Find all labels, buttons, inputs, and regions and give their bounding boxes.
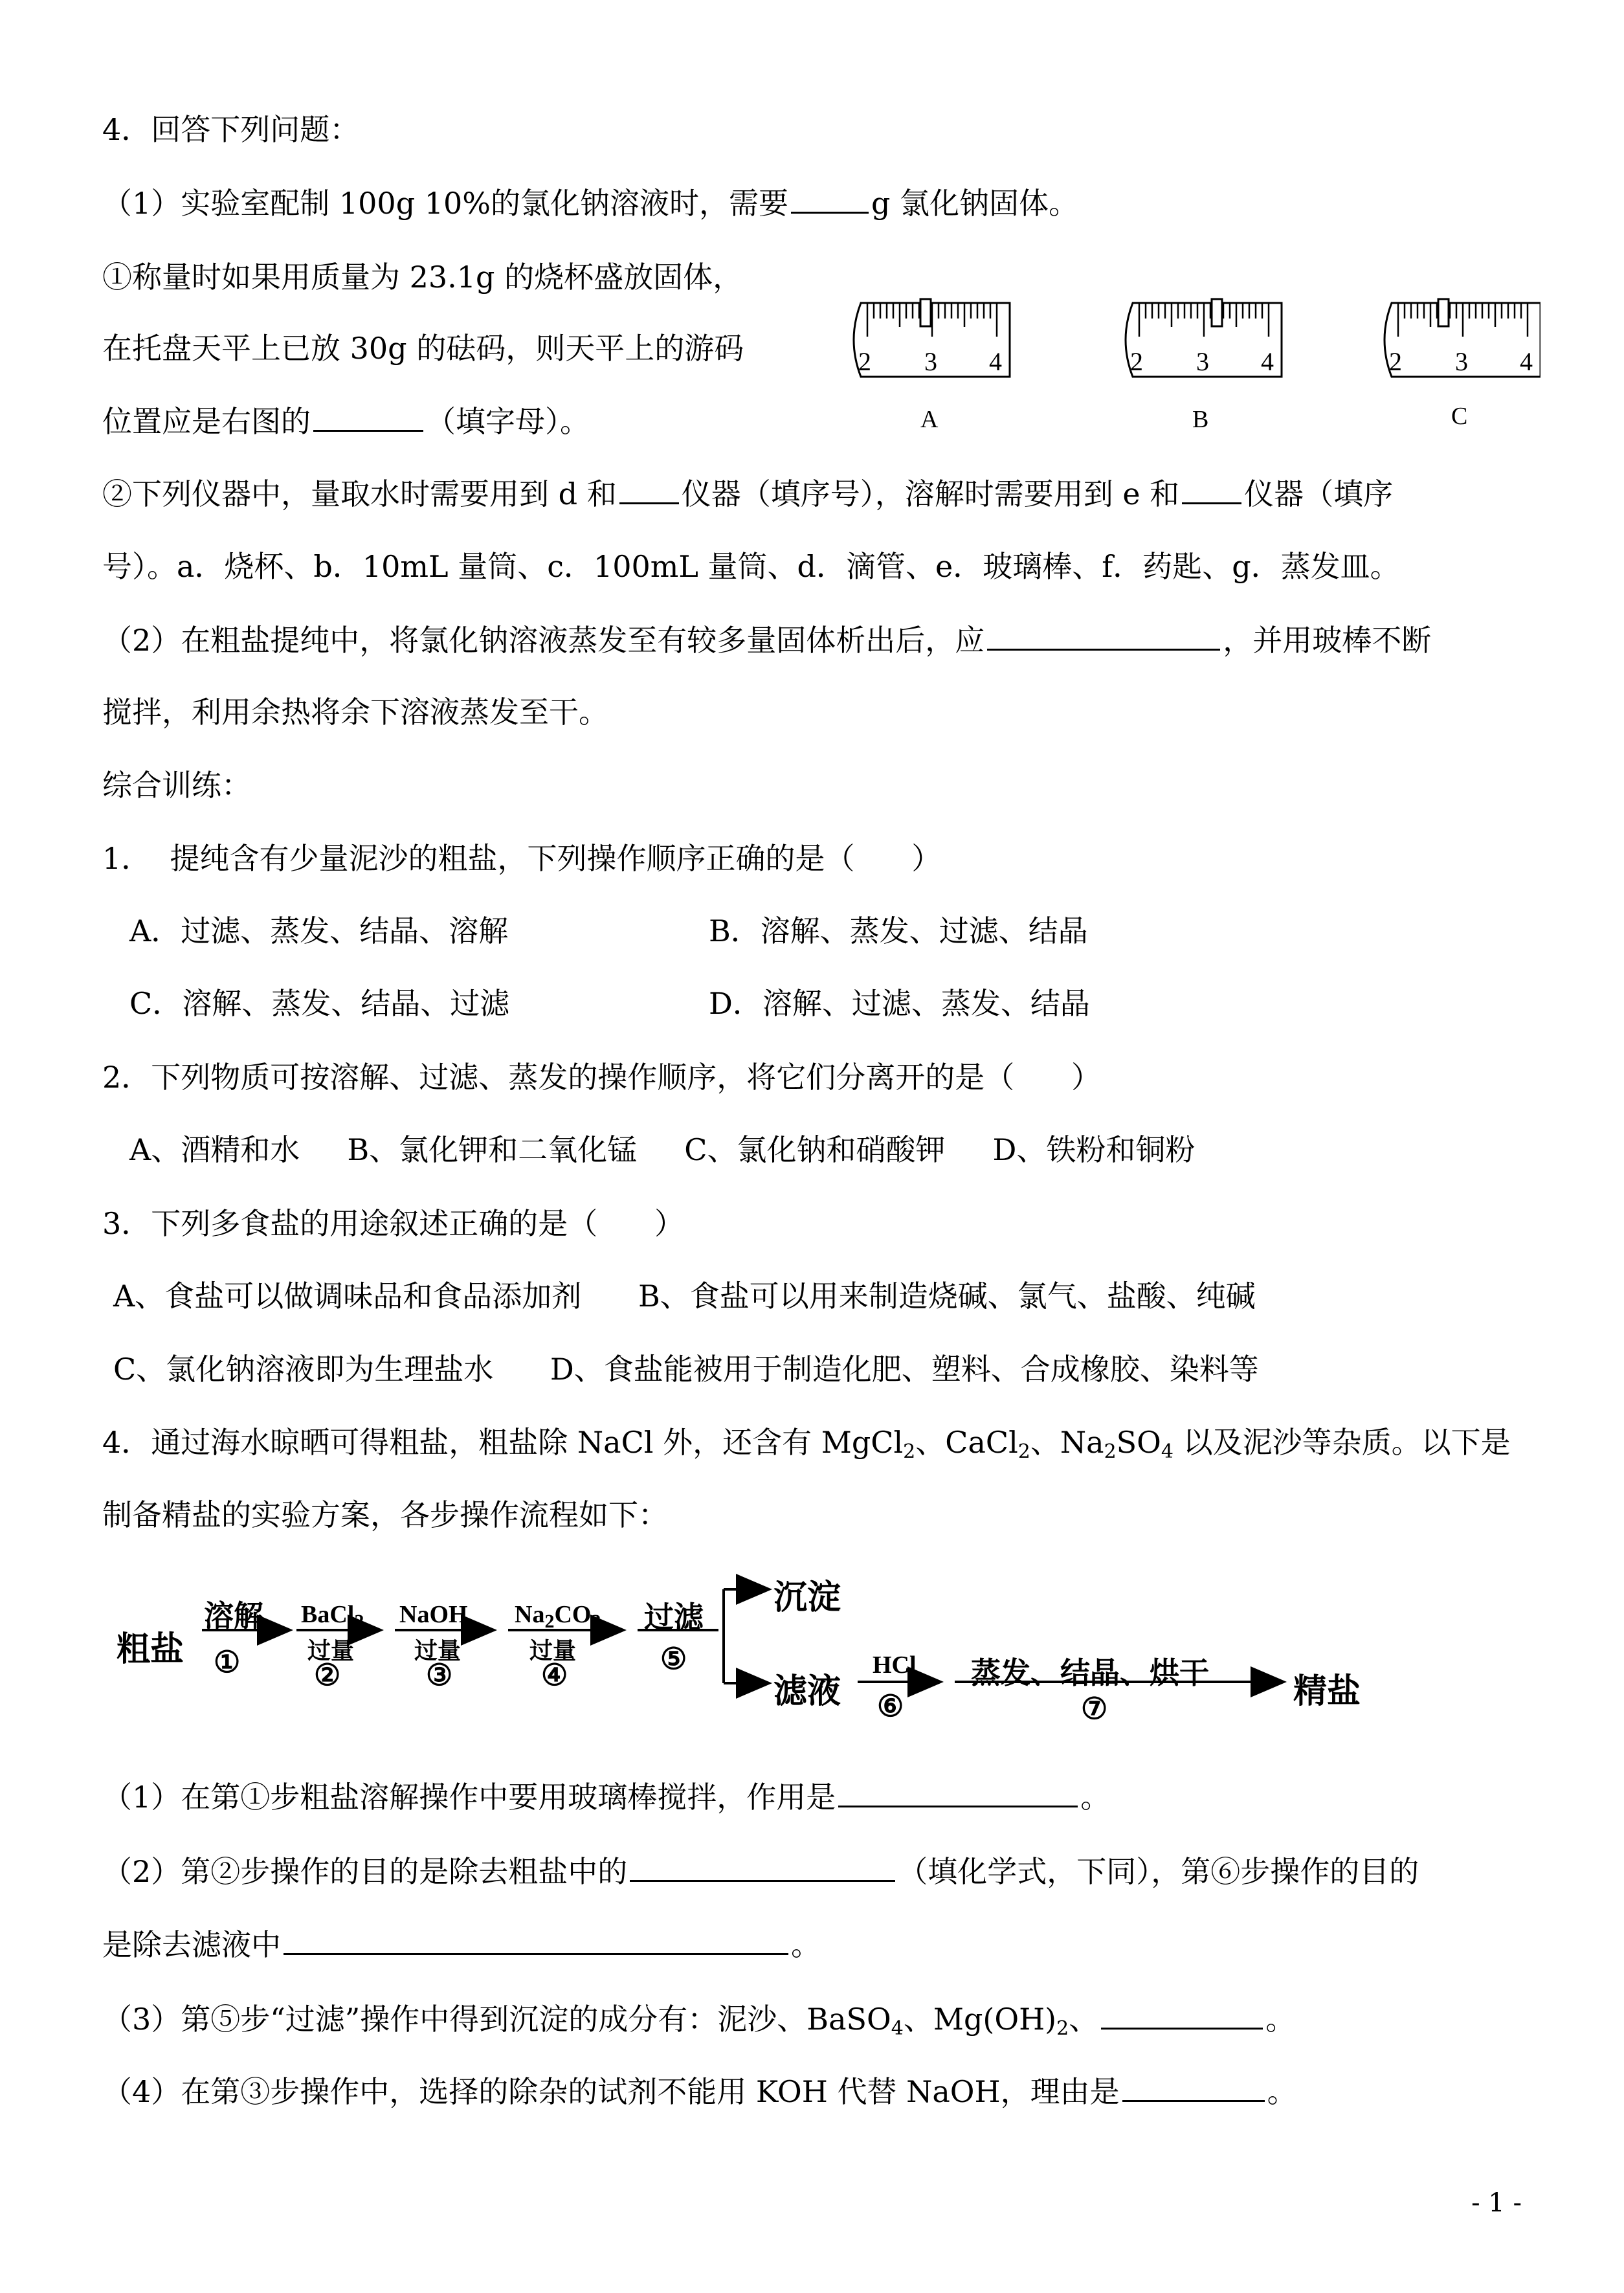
answer-blank[interactable]	[619, 474, 679, 504]
flow-step-6-reagent: HCl	[873, 1651, 917, 1679]
flow-step-4-excess: 过量	[529, 1638, 577, 1664]
question-4-line2: 制备精盐的实验方案，各步操作流程如下：	[102, 1497, 668, 1532]
flow-step-6-number: ⑥	[877, 1690, 904, 1723]
question-1-2-text-end: 仪器（填序	[1244, 476, 1394, 511]
flow-step-4-number: ④	[541, 1659, 568, 1692]
flow-step-5-label: 过滤	[644, 1601, 704, 1634]
q4-text: SO	[1116, 1425, 1161, 1460]
mc-2-options[interactable]: A、酒精和水 B、氯化钾和二氧化锰 C、氯化钠和硝酸钾 D、铁粉和铜粉	[129, 1132, 1196, 1167]
flow-step-3-excess: 过量	[414, 1638, 462, 1664]
mc-3-options-cd[interactable]: C、氯化钠溶液即为生理盐水 D、食盐能被用于制造化肥、塑料、合成橡胶、染料等	[113, 1352, 1259, 1387]
q4-subscript: 2	[1104, 1440, 1117, 1463]
mc-1-option-a[interactable]: A．过滤、蒸发、结晶、溶解	[129, 913, 509, 948]
rider-b	[1212, 299, 1222, 326]
subq-3-text: 、Mg(OH)	[903, 2002, 1057, 2037]
question-2-line1	[102, 620, 1431, 660]
flow-step-3-reagent: NaOH	[399, 1601, 468, 1628]
reagent-subscript: 3	[591, 1611, 601, 1632]
ruler-a-tick-3: 3	[924, 347, 937, 376]
q4-subscript: 4	[1161, 1440, 1174, 1463]
question-1-1-line3	[102, 401, 590, 441]
subq-2-text: （2）第②步操作的目的是除去粗盐中的	[102, 1854, 628, 1889]
question-1-text-end: g 氯化钠固体。	[871, 186, 1079, 221]
ruler-c-tick-3: 3	[1455, 347, 1468, 376]
ruler-b-tick-4: 4	[1261, 347, 1274, 376]
answer-blank[interactable]	[1122, 2072, 1265, 2102]
question-1-2-text-mid: 仪器（填序号），溶解时需要用到 e 和	[681, 476, 1180, 511]
subq-1-text: （1）在第①步粗盐溶解操作中要用玻璃棒搅拌，作用是	[102, 1780, 836, 1815]
mc-3-options-ab[interactable]: A、食盐可以做调味品和食品添加剂 B、食盐可以用来制造烧碱、氯气、盐酸、纯碱	[113, 1279, 1256, 1314]
flow-step-1-number: ①	[214, 1646, 241, 1679]
question-1-1-text-end: （填字母）。	[426, 404, 590, 439]
question-2-text-end: ，并用玻棒不断	[1223, 623, 1432, 658]
reagent-subscript: 2	[544, 1611, 555, 1632]
mc-question-2: 2．下列物质可按溶解、过滤、蒸发的操作顺序，将它们分离开的是（ ）	[102, 1060, 1101, 1095]
flow-step-2-excess: 过量	[307, 1638, 355, 1664]
flow-step-2-reagent	[301, 1600, 364, 1632]
answer-blank[interactable]	[838, 1777, 1078, 1807]
flow-step-7-number: ⑦	[1081, 1692, 1108, 1725]
q4-subscript: 2	[1018, 1440, 1030, 1463]
ruler-a-tick-4: 4	[989, 347, 1002, 376]
ruler-b	[1126, 299, 1282, 433]
salt-purification-flowchart	[0, 1554, 1624, 1748]
ruler-c-label: C	[1451, 403, 1468, 430]
flow-step-5-number: ⑤	[660, 1642, 687, 1675]
mc-1-option-b[interactable]: B．溶解、蒸发、过滤、结晶	[709, 913, 1088, 948]
flow-step-4-reagent	[515, 1600, 601, 1632]
subq-3-subscript: 4	[891, 2017, 904, 2040]
flow-start: 粗盐	[117, 1631, 184, 1668]
question-2-text: （2）在粗盐提纯中，将氯化钠溶液蒸发至有较多量固体析出后，应	[102, 623, 985, 658]
subq-2-line2	[102, 1925, 821, 1964]
flow-step-2-number: ②	[314, 1659, 341, 1692]
question-1	[102, 183, 1078, 223]
ruler-c-tick-2: 2	[1389, 347, 1402, 376]
question-1-2-text: ②下列仪器中，量取水时需要用到 d 和	[102, 476, 617, 511]
question-2-line2: 搅拌，利用余热将余下溶液蒸发至干。	[102, 695, 608, 730]
q4-text: 、CaCl	[915, 1425, 1018, 1460]
rider-c	[1438, 299, 1449, 326]
reagent-text: BaCl	[301, 1601, 355, 1628]
question-1-1-line2: 在托盘天平上已放 30g 的砝码，则天平上的游码	[102, 331, 744, 366]
ruler-b-label: B	[1192, 406, 1209, 433]
flow-filtrate: 滤液	[773, 1673, 841, 1710]
flow-end: 精盐	[1293, 1673, 1361, 1710]
ruler-a-tick-2: 2	[858, 347, 871, 376]
mc-question-1: 1． 提纯含有少量泥沙的粗盐，下列操作顺序正确的是（ ）	[102, 841, 942, 876]
flow-step-7-label: 蒸发、结晶、烘干	[971, 1657, 1209, 1690]
page-number: - 1 -	[1471, 2188, 1522, 2218]
mc-1-option-d[interactable]: D．溶解、过滤、蒸发、结晶	[709, 986, 1090, 1021]
subq-3-text: 、	[1069, 2002, 1099, 2037]
question-1-text: （1）实验室配制 100g 10%的氯化钠溶液时，需要	[102, 186, 788, 221]
ruler-a-label: A	[920, 406, 939, 433]
answer-blank[interactable]	[284, 1925, 788, 1955]
subq-1-end: 。	[1080, 1780, 1111, 1815]
answer-blank[interactable]	[313, 401, 423, 432]
subq-4	[102, 2072, 1297, 2111]
subq-1	[102, 1777, 1110, 1817]
question-4-line1	[102, 1423, 1511, 1462]
section-title: 4．回答下列问题：	[102, 112, 360, 147]
answer-blank[interactable]	[987, 620, 1220, 651]
training-title: 综合训练：	[102, 768, 251, 803]
ruler-b-tick-3: 3	[1196, 347, 1209, 376]
q4-text: 4．通过海水晾晒可得粗盐，粗盐除 NaCl 外，还含有 MgCl	[102, 1425, 904, 1460]
rider-scale-figures	[841, 285, 1541, 434]
question-1-2-line2: 号）。a．烧杯、b．10mL 量筒、c．100mL 量筒、d．滴管、e．玻璃棒、f．药匙、g．蒸发皿。	[102, 549, 1400, 584]
subq-3-text: （3）第⑤步“过滤”操作中得到沉淀的成分有：泥沙、BaSO	[102, 2002, 891, 2037]
ruler-c	[1385, 299, 1541, 430]
subq-2-end: 。	[791, 1927, 821, 1962]
question-1-2-line1	[102, 474, 1393, 513]
subq-2-text-cont: 是除去滤液中	[102, 1927, 281, 1962]
q4-subscript: 2	[903, 1440, 916, 1463]
answer-blank[interactable]	[1101, 1999, 1263, 2030]
answer-blank[interactable]	[630, 1851, 895, 1882]
ruler-a	[854, 299, 1010, 433]
q4-text: 以及泥沙等杂质。以下是	[1174, 1425, 1511, 1460]
answer-blank[interactable]	[791, 183, 869, 214]
rider-a	[920, 299, 931, 326]
subq-2-line1	[102, 1851, 1419, 1891]
subq-4-text: （4）在第③步操作中，选择的除杂的试剂不能用 KOH 代替 NaOH，理由是	[102, 2074, 1120, 2109]
ruler-b-tick-2: 2	[1130, 347, 1143, 376]
subq-3-subscript: 2	[1056, 2017, 1069, 2040]
question-1-1-text: 位置应是右图的	[102, 404, 311, 439]
mc-1-option-c[interactable]: C．溶解、蒸发、结晶、过滤	[129, 986, 510, 1021]
answer-blank[interactable]	[1182, 474, 1241, 504]
flow-precipitate: 沉淀	[773, 1580, 841, 1616]
subq-4-end: 。	[1267, 2074, 1297, 2109]
mc-question-3: 3．下列多食盐的用途叙述正确的是（ ）	[102, 1206, 684, 1241]
reagent-text: CO	[554, 1601, 592, 1628]
flow-step-1-label: 溶解	[204, 1600, 263, 1633]
question-1-1-line1: ①称量时如果用质量为 23.1g 的烧杯盛放固体，	[102, 260, 743, 295]
reagent-subscript: 2	[354, 1611, 364, 1632]
subq-2-text-end: （填化学式，下同），第⑥步操作的目的	[898, 1854, 1419, 1889]
subq-3	[102, 1999, 1295, 2039]
flow-step-3-number: ③	[426, 1659, 453, 1692]
subq-3-end: 。	[1265, 2002, 1296, 2037]
ruler-c-tick-4: 4	[1520, 347, 1533, 376]
q4-text: 、Na	[1030, 1425, 1104, 1460]
reagent-text: Na	[515, 1601, 545, 1628]
